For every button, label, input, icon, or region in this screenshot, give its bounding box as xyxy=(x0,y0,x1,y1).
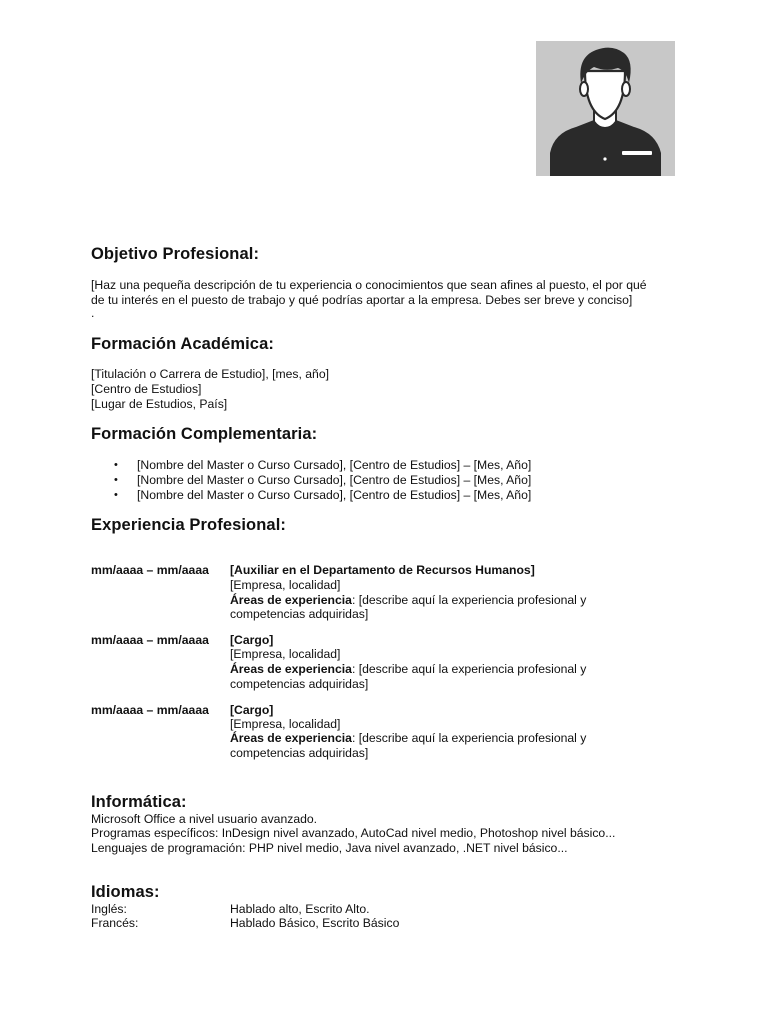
job-company: [Empresa, localidad] xyxy=(230,717,341,731)
job-role: [Auxiliar en el Departamento de Recursos Humanos] xyxy=(230,563,535,577)
job-dates: mm/aaaa – mm/aaaa xyxy=(91,563,209,577)
profile-photo xyxy=(536,41,675,176)
curso-item: [Nombre del Master o Curso Cursado], [Centro de Estudios] – [Mes, Año] xyxy=(137,458,532,472)
job-areas xyxy=(230,731,586,746)
objetivo-line-3: . xyxy=(91,306,95,320)
job-areas-label: Áreas de experiencia xyxy=(230,731,352,745)
bullet-icon: • xyxy=(114,474,118,486)
section-title-formacion: Formación Académica: xyxy=(91,335,274,353)
job-areas-text: : [describe aquí la experiencia profesional y xyxy=(351,662,587,676)
informatica-line: Lenguajes de programación: PHP nivel medio, Java nivel avanzado, .NET nivel básico... xyxy=(91,841,568,855)
informatica-line: Programas específicos: InDesign nivel avanzado, AutoCad nivel medio, Photoshop nivel básico... xyxy=(91,826,616,840)
idioma-language: Francés: xyxy=(91,916,139,930)
job-areas-cont: competencias adquiridas] xyxy=(230,677,369,691)
section-title-idiomas: Idiomas: xyxy=(91,883,160,901)
formacion-line-lugar: [Lugar de Estudios, País] xyxy=(91,397,228,411)
bullet-icon: • xyxy=(114,489,118,501)
person-avatar-icon xyxy=(536,41,675,176)
bullet-icon: • xyxy=(114,459,118,471)
section-title-objetivo: Objetivo Profesional: xyxy=(91,245,260,263)
idioma-level: Hablado alto, Escrito Alto. xyxy=(230,902,370,916)
objetivo-line-1: [Haz una pequeña descripción de tu experiencia o conocimientos que sean afines al puesto, el por qué xyxy=(91,278,647,292)
job-areas xyxy=(230,662,586,677)
job-areas-label: Áreas de experiencia xyxy=(230,593,352,607)
job-areas-text: : [describe aquí la experiencia profesional y xyxy=(351,593,587,607)
job-areas-cont: competencias adquiridas] xyxy=(230,746,369,760)
job-areas-cont: competencias adquiridas] xyxy=(230,607,369,621)
job-areas xyxy=(230,593,586,608)
job-dates: mm/aaaa – mm/aaaa xyxy=(91,703,209,717)
job-areas-text: : [describe aquí la experiencia profesional y xyxy=(351,731,587,745)
job-role: [Cargo] xyxy=(230,633,274,647)
section-title-experiencia: Experiencia Profesional: xyxy=(91,516,286,534)
idioma-language: Inglés: xyxy=(91,902,127,916)
informatica-line: Microsoft Office a nivel usuario avanzado. xyxy=(91,812,318,826)
job-company: [Empresa, localidad] xyxy=(230,647,341,661)
job-role: [Cargo] xyxy=(230,703,274,717)
section-title-complementaria: Formación Complementaria: xyxy=(91,425,318,443)
formacion-line-centro: [Centro de Estudios] xyxy=(91,382,202,396)
job-areas-label: Áreas de experiencia xyxy=(230,662,352,676)
job-dates: mm/aaaa – mm/aaaa xyxy=(91,633,209,647)
idioma-level: Hablado Básico, Escrito Básico xyxy=(230,916,400,930)
job-company: [Empresa, localidad] xyxy=(230,578,341,592)
formacion-line-titulacion: [Titulación o Carrera de Estudio], [mes, año] xyxy=(91,367,329,381)
objetivo-line-2: de tu interés en el puesto de trabajo y qué podrías aportar a la empresa. Debes ser breve y conciso] xyxy=(91,293,633,307)
section-title-informatica: Informática: xyxy=(91,793,187,811)
curso-item: [Nombre del Master o Curso Cursado], [Centro de Estudios] – [Mes, Año] xyxy=(137,488,532,502)
curso-item: [Nombre del Master o Curso Cursado], [Centro de Estudios] – [Mes, Año] xyxy=(137,473,532,487)
